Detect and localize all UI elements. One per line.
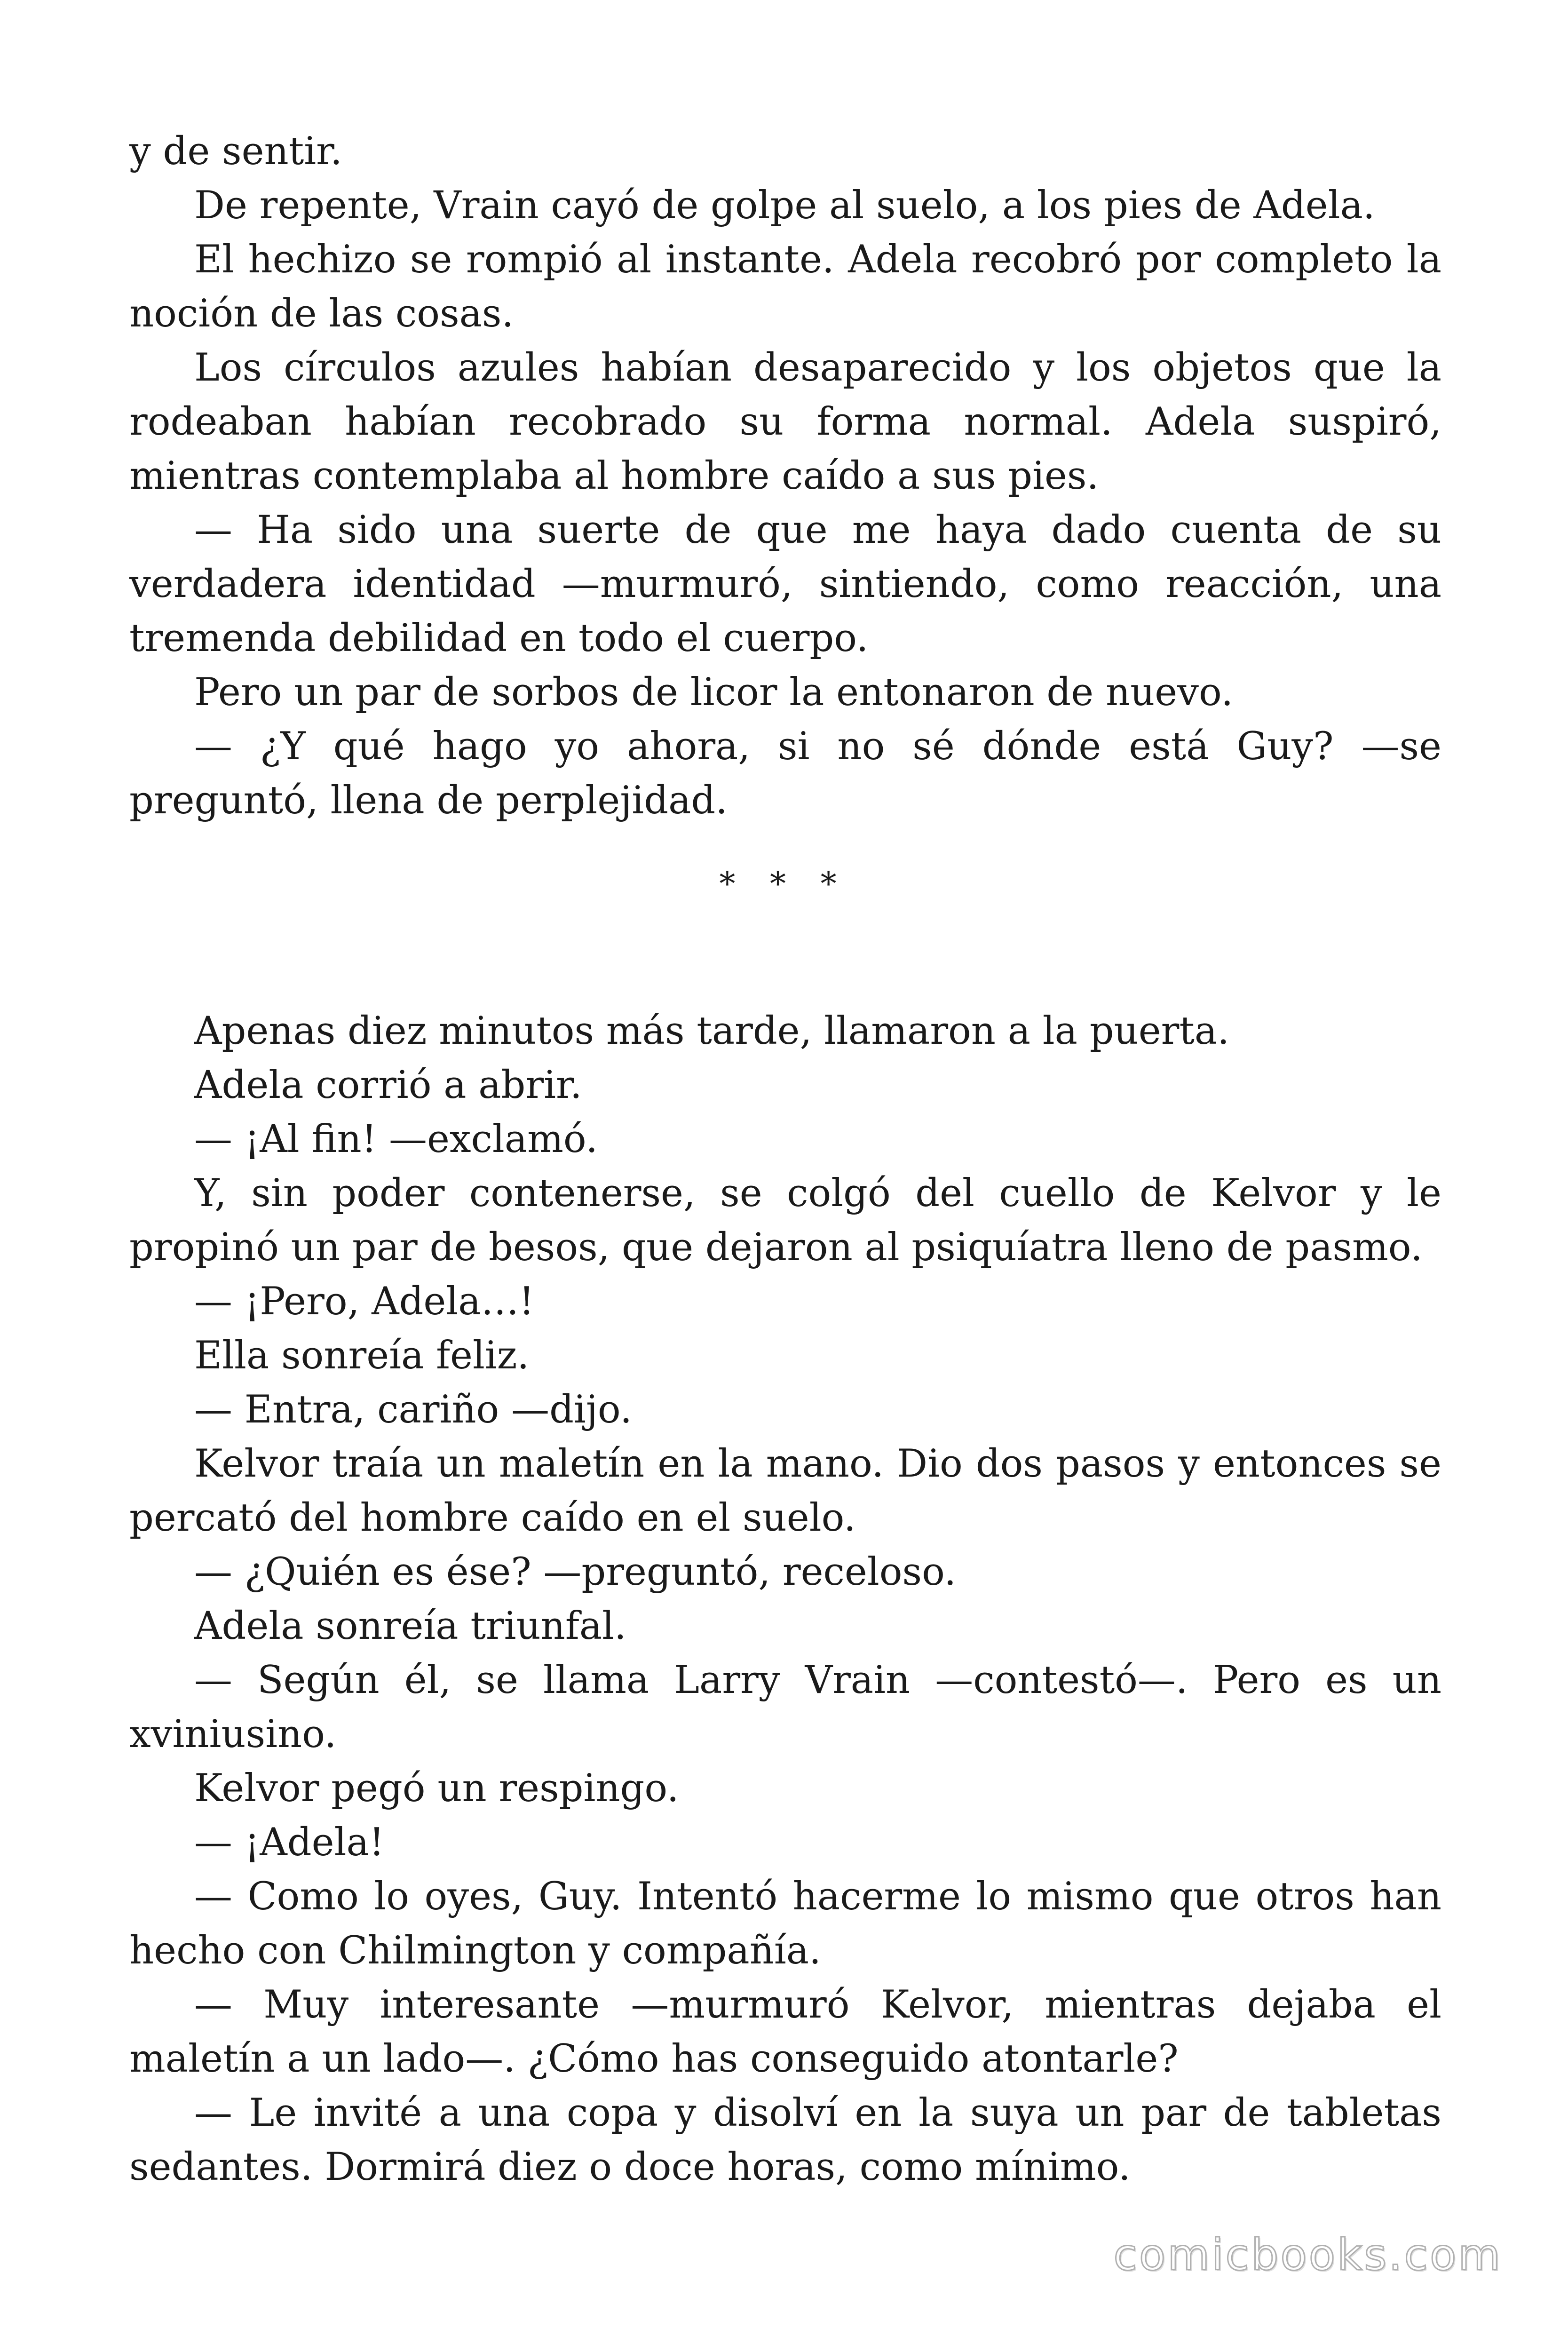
- paragraph: — Entra, cariño —dijo.: [194, 1388, 633, 1432]
- paragraph: De repente, Vrain cayó de golpe al suelo, a los pies de Adela.: [194, 183, 1375, 228]
- paragraph: — Muy interesante —murmuró Kelvor, mientras dejaba el maletín a un lado—. ¿Cómo has conseguido atontarle?: [129, 1983, 1441, 2081]
- paragraph: y de sentir.: [129, 129, 342, 174]
- paragraph: — ¡Adela!: [194, 1820, 385, 1865]
- paragraph: — ¿Quién es ése? —preguntó, receloso.: [194, 1550, 957, 1594]
- text-section-2: [129, 1004, 1441, 2194]
- watermark: comicbooks.com: [1113, 2230, 1502, 2280]
- paragraph: — Según él, se llama Larry Vrain —contestó—. Pero es un xviniusino.: [129, 1658, 1441, 1756]
- paragraph: Apenas diez minutos más tarde, llamaron a la puerta.: [194, 1009, 1229, 1053]
- paragraph: Los círculos azules habían desaparecido y los objetos que la rodeaban habían recobrado su forma normal. Adela suspiró, mientras contemplaba al hombre caído a sus pies.: [129, 346, 1441, 498]
- paragraph: Adela sonreía triunfal.: [194, 1604, 626, 1648]
- paragraph: — Le invité a una copa y disolví en la suya un par de tabletas sedantes. Dormirá diez o doce horas, como mínimo.: [129, 2091, 1441, 2189]
- paragraph: Pero un par de sorbos de licor la entonaron de nuevo.: [194, 670, 1234, 715]
- paragraph: Kelvor traía un maletín en la mano. Dio dos pasos y entonces se percató del hombre caído en el suelo.: [129, 1442, 1441, 1540]
- paragraph: — Ha sido una suerte de que me haya dado cuenta de su verdadera identidad —murmuró, sintiendo, como reacción, una tremenda debilidad en todo el cuerpo.: [129, 508, 1441, 660]
- paragraph: Adela corrió a abrir.: [194, 1063, 582, 1107]
- paragraph: El hechizo se rompió al instante. Adela recobró por completo la noción de las cosas.: [129, 238, 1441, 336]
- paragraph: — Como lo oyes, Guy. Intentó hacerme lo mismo que otros han hecho con Chilmington y compañía.: [129, 1875, 1441, 1973]
- paragraph: — ¡Pero, Adela…!: [194, 1279, 535, 1324]
- section-break: * * *: [719, 866, 849, 903]
- paragraph: — ¡Al fin! —exclamó.: [194, 1117, 598, 1161]
- paragraph: — ¿Y qué hago yo ahora, si no sé dónde está Guy? —se preguntó, llena de perplejidad.: [129, 724, 1441, 823]
- paragraph: Y, sin poder contenerse, se colgó del cuello de Kelvor y le propinó un par de besos, que dejaron al psiquíatra lleno de pasmo.: [129, 1171, 1441, 1270]
- paragraph: Kelvor pegó un respingo.: [194, 1766, 679, 1811]
- paragraph: Ella sonreía feliz.: [194, 1334, 530, 1378]
- text-section-1: [129, 125, 1441, 828]
